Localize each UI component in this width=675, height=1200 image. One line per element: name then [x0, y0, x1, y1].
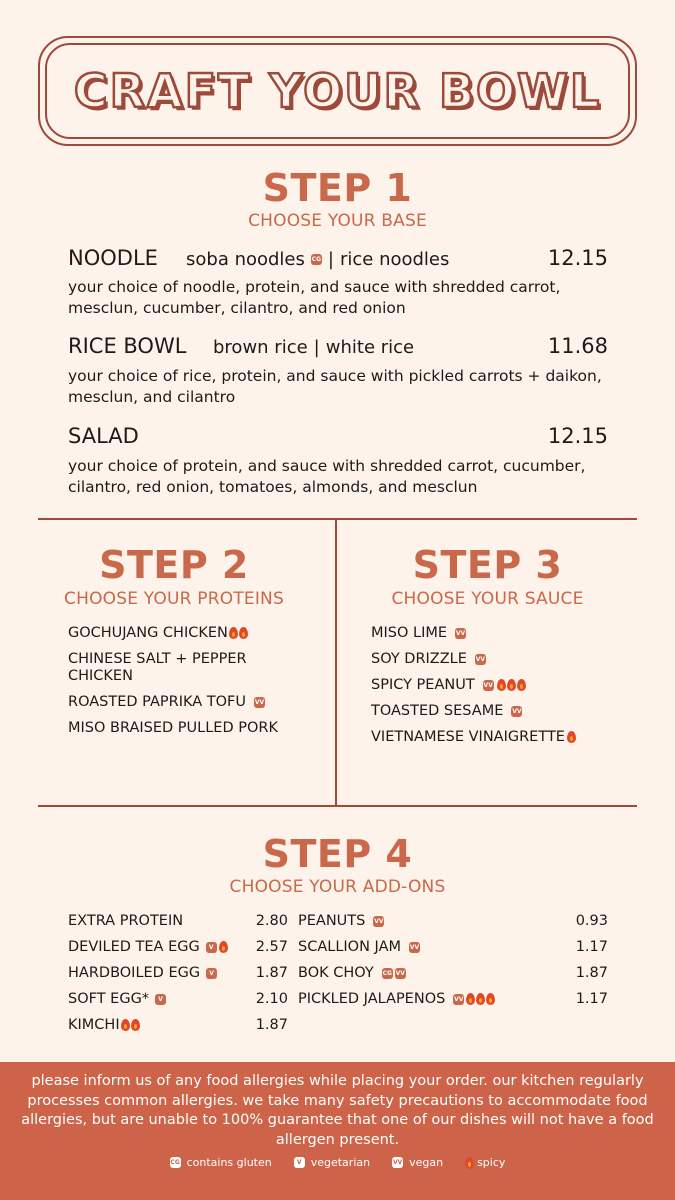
list-item	[68, 694, 318, 711]
addon-row	[68, 991, 288, 1011]
protein-list	[68, 625, 318, 746]
addon-price: 2.57	[255, 939, 288, 955]
addon-price: 2.80	[255, 913, 288, 929]
item-name: GOCHUJANG CHICKEN	[68, 625, 228, 641]
base-options	[186, 249, 449, 270]
v-badge-icon: V	[206, 942, 217, 953]
divider-top	[38, 518, 637, 520]
addon-row	[68, 913, 288, 933]
step3-title: STEP 3	[412, 543, 563, 587]
v-badge-icon: V	[206, 968, 217, 979]
addon-name: SCALLION JAM	[298, 939, 402, 955]
legend-label: spicy	[477, 1156, 506, 1169]
step1-subtitle: CHOOSE YOUR BASE	[248, 211, 427, 231]
flame-icon	[219, 941, 228, 953]
addon-row	[298, 939, 608, 959]
list-item	[68, 625, 318, 642]
flame-icon	[229, 627, 238, 639]
legend-label: vegan	[409, 1156, 444, 1169]
base-options	[213, 337, 414, 358]
addon-price: 2.10	[255, 991, 288, 1007]
flame-icon	[497, 679, 506, 691]
base-price: 12.15	[547, 424, 608, 448]
vv-badge-icon: VV	[392, 1159, 403, 1166]
list-item	[371, 703, 631, 720]
addon-name: DEVILED TEA EGG	[68, 939, 200, 955]
v-badge-icon: V	[294, 1157, 305, 1168]
legend-gluten	[170, 1156, 272, 1169]
legend	[0, 1156, 675, 1169]
flame-icon	[486, 993, 495, 1005]
base-description: your choice of rice, protein, and sauce with pickled carrots + daikon, mesclun, and cilantro	[68, 367, 602, 406]
base-description: your choice of noodle, protein, and sauce with shredded carrot, mesclun, cucumber, cilantro, and red onion	[68, 278, 561, 317]
divider-vertical	[335, 518, 337, 807]
addon-row	[298, 991, 608, 1011]
allergy-notice: please inform us of any food allergies while placing your order. our kitchen regularly processes common allergies. we take many safety precautions to accommodate food allergies, but are unable to 100% guarantee that one of our dishes will not have a food allergen present.	[21, 1073, 654, 1148]
vv-badge-icon: VV	[409, 944, 420, 951]
base-name: NOODLE	[68, 246, 158, 270]
base-option: soba noodles	[186, 249, 305, 270]
legend-vegan	[392, 1156, 443, 1169]
vv-badge-icon: VV	[475, 656, 486, 663]
addon-row	[298, 965, 608, 985]
step4-subtitle: CHOOSE YOUR ADD-ONS	[229, 877, 446, 897]
list-item	[371, 651, 631, 668]
item-name: MISO LIME	[371, 625, 448, 641]
vv-badge-icon: VV	[454, 996, 464, 1003]
v-badge-icon: V	[155, 994, 166, 1005]
item-name: TOASTED SESAME	[371, 703, 504, 719]
addon-row	[68, 1017, 288, 1037]
option-separator: |	[327, 249, 334, 270]
page-title: CRAFT YOUR BOWL	[73, 64, 602, 118]
addon-price: 0.93	[575, 913, 608, 929]
flame-icon	[466, 993, 475, 1005]
vv-badge-icon: VV	[254, 699, 265, 706]
step2-subtitle: CHOOSE YOUR PROTEINS	[64, 589, 284, 609]
header-inner-frame	[45, 43, 630, 139]
addon-price: 1.87	[575, 965, 608, 981]
vv-badge-icon: VV	[395, 970, 405, 977]
base-option: white rice	[325, 337, 415, 358]
base-rice-bowl	[68, 334, 608, 362]
flame-icon	[567, 731, 576, 743]
flame-icon	[476, 993, 485, 1005]
addon-name: HARDBOILED EGG	[68, 965, 201, 981]
legend-label: vegetarian	[310, 1156, 371, 1169]
list-item	[68, 651, 318, 685]
addon-row	[68, 939, 288, 959]
base-name: SALAD	[68, 424, 139, 448]
flame-icon	[465, 1157, 474, 1169]
option-separator: |	[313, 337, 320, 358]
divider-bottom	[38, 805, 637, 807]
addon-name: KIMCHI	[68, 1017, 120, 1033]
base-option: rice noodles	[339, 249, 450, 270]
flame-icon	[239, 627, 248, 639]
item-name: SPICY PEANUT	[371, 677, 475, 693]
vv-badge-icon: VV	[512, 708, 522, 715]
flame-icon	[517, 679, 526, 691]
sauce-list	[371, 625, 631, 755]
base-salad	[68, 424, 608, 452]
addon-name: SOFT EGG*	[68, 991, 150, 1007]
addon-row	[298, 913, 608, 933]
step4-title: STEP 4	[262, 832, 413, 876]
flame-icon	[131, 1019, 140, 1031]
addon-price: 1.87	[255, 1017, 288, 1033]
addon-name: PEANUTS	[298, 913, 366, 929]
addon-price: 1.87	[255, 965, 288, 981]
list-item	[371, 729, 631, 746]
vv-badge-icon: VV	[455, 630, 466, 637]
base-description: your choice of protein, and sauce with shredded carrot, cucumber, cilantro, red onion, tomatoes, almonds, and mesclun	[68, 457, 586, 496]
cg-badge-icon: CG	[311, 256, 322, 263]
base-option: brown rice	[213, 337, 308, 358]
item-name: ROASTED PAPRIKA TOFU	[68, 694, 246, 710]
item-name: MISO BRAISED PULLED PORK	[68, 720, 278, 736]
list-item	[68, 720, 318, 737]
item-name: CHINESE SALT + PEPPER CHICKEN	[68, 651, 247, 684]
step1-title: STEP 1	[262, 166, 413, 210]
cg-badge-icon: CG	[170, 1159, 180, 1166]
addon-name: PICKLED JALAPENOS	[298, 991, 446, 1007]
flame-icon	[121, 1019, 130, 1031]
addon-row	[68, 965, 288, 985]
base-price: 11.68	[547, 334, 608, 358]
header-frame	[38, 36, 637, 146]
vv-badge-icon: VV	[374, 918, 384, 925]
vv-badge-icon: VV	[483, 682, 493, 689]
base-price: 12.15	[547, 246, 608, 270]
legend-vegetarian	[294, 1156, 370, 1169]
cg-badge-icon: CG	[382, 970, 392, 977]
step3-subtitle: CHOOSE YOUR SAUCE	[391, 589, 584, 609]
addon-name: EXTRA PROTEIN	[68, 913, 184, 929]
allergy-footer	[0, 1062, 675, 1200]
base-name: RICE BOWL	[68, 334, 187, 358]
step2-title: STEP 2	[99, 543, 249, 587]
addon-price: 1.17	[575, 991, 608, 1007]
legend-label: contains gluten	[186, 1156, 272, 1169]
addon-name: BOK CHOY	[298, 965, 374, 981]
legend-spicy	[465, 1156, 505, 1169]
list-item	[371, 677, 631, 694]
item-name: SOY DRIZZLE	[371, 651, 467, 667]
flame-icon	[507, 679, 516, 691]
base-noodle	[68, 246, 608, 274]
addon-price: 1.17	[575, 939, 608, 955]
list-item	[371, 625, 631, 642]
item-name: VIETNAMESE VINAIGRETTE	[371, 729, 565, 745]
